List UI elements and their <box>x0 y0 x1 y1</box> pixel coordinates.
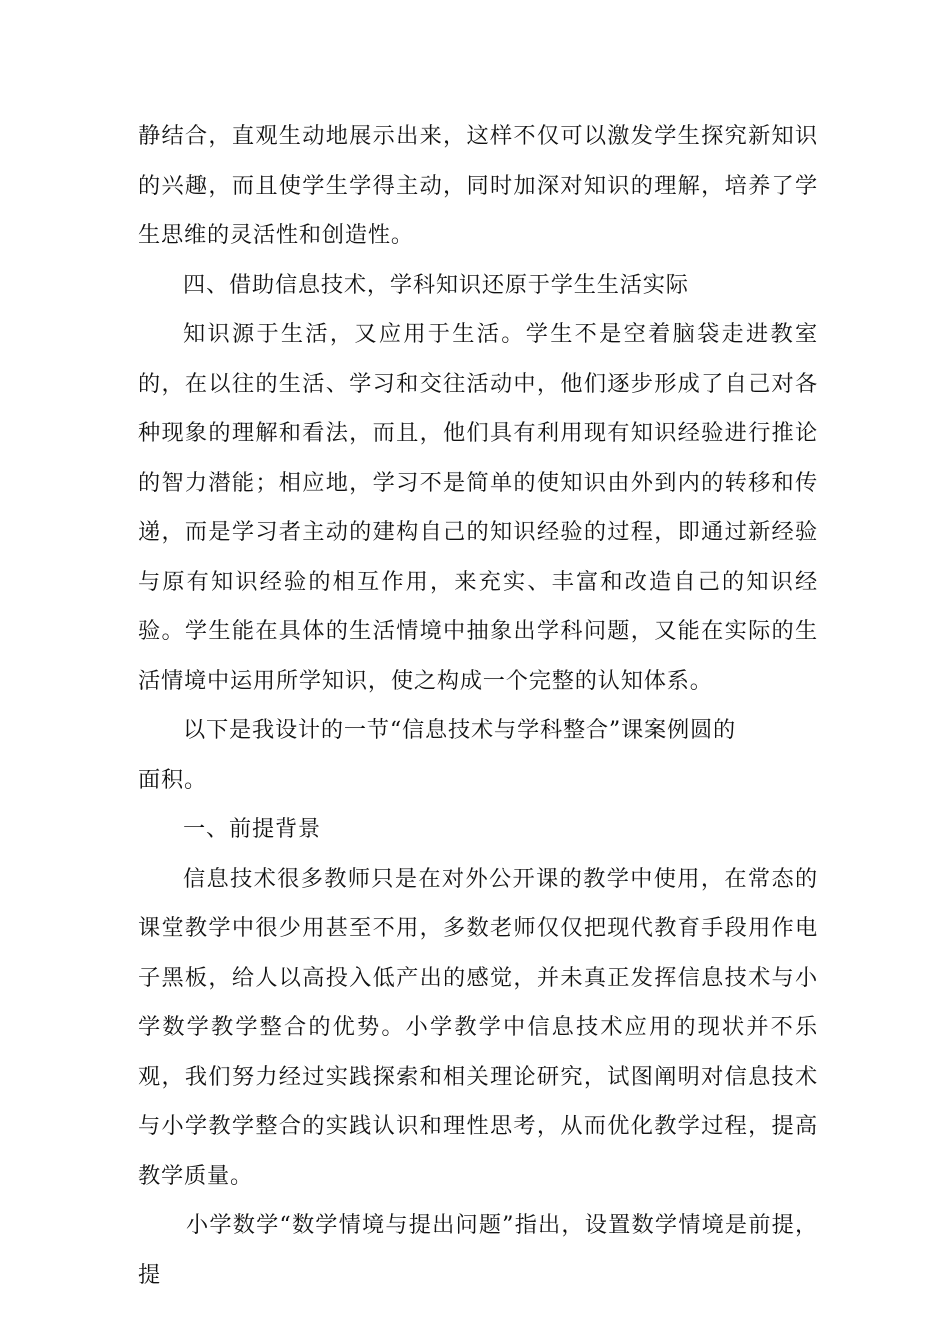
paragraph-case-title-continuation: 面积。 <box>138 766 207 793</box>
paragraph-case-intro: 以下是我设计的一节“信息技术与学科整合”课案例圆的 <box>183 717 736 743</box>
paragraph-background: 信息技术很多教师只是在对外公开课的教学中使用，在常态的课堂教学中很少用甚至不用，多数老师仅仅把现代教育手段用作电子黑板，给人以高投入低产出的感觉，并未真正发挥信息技术与小学数学教学整合的优势。小学教学中信息技术应用的现状并不乐观，我们努力经过实践探索和相关理论研究，试图阐明对信息技术与小学教学整合的实践认识和理性思考，从而优化教学过程，提高教学质量。 <box>138 865 818 1189</box>
paragraph-math-situation: 小学数学“数学情境与提出问题”指出，设置数学情境是前提，提 <box>138 1212 818 1288</box>
paragraph-knowledge-from-life: 知识源于生活，又应用于生活。学生不是空着脑袋走进教室的，在以往的生活、学习和交往活动中，他们逐步形成了自己对各种现象的理解和看法，而且，他们具有利用现有知识经验进行推论的智力潜能；相应地，学习不是简单的使知识由外到内的转移和传递，而是学习者主动的建构自己的知识经验的过程，即通过新经验与原有知识经验的相互作用，来充实、丰富和改造自己的知识经验。学生能在具体的生活情境中抽象出学科问题，又能在实际的生活情境中运用所学知识，使之构成一个完整的认知体系。 <box>138 321 818 694</box>
paragraph-continuation: 静结合，直观生动地展示出来，这样不仅可以激发学生探究新知识的兴趣，而且使学生学得主动，同时加深对知识的理解，培养了学生思维的灵活性和创造性。 <box>138 123 818 248</box>
document-body <box>138 112 818 1300</box>
section-heading-four: 四、借助信息技术，学科知识还原于学生生活实际 <box>183 271 689 298</box>
section-heading-background: 一、前提背景 <box>183 816 321 842</box>
